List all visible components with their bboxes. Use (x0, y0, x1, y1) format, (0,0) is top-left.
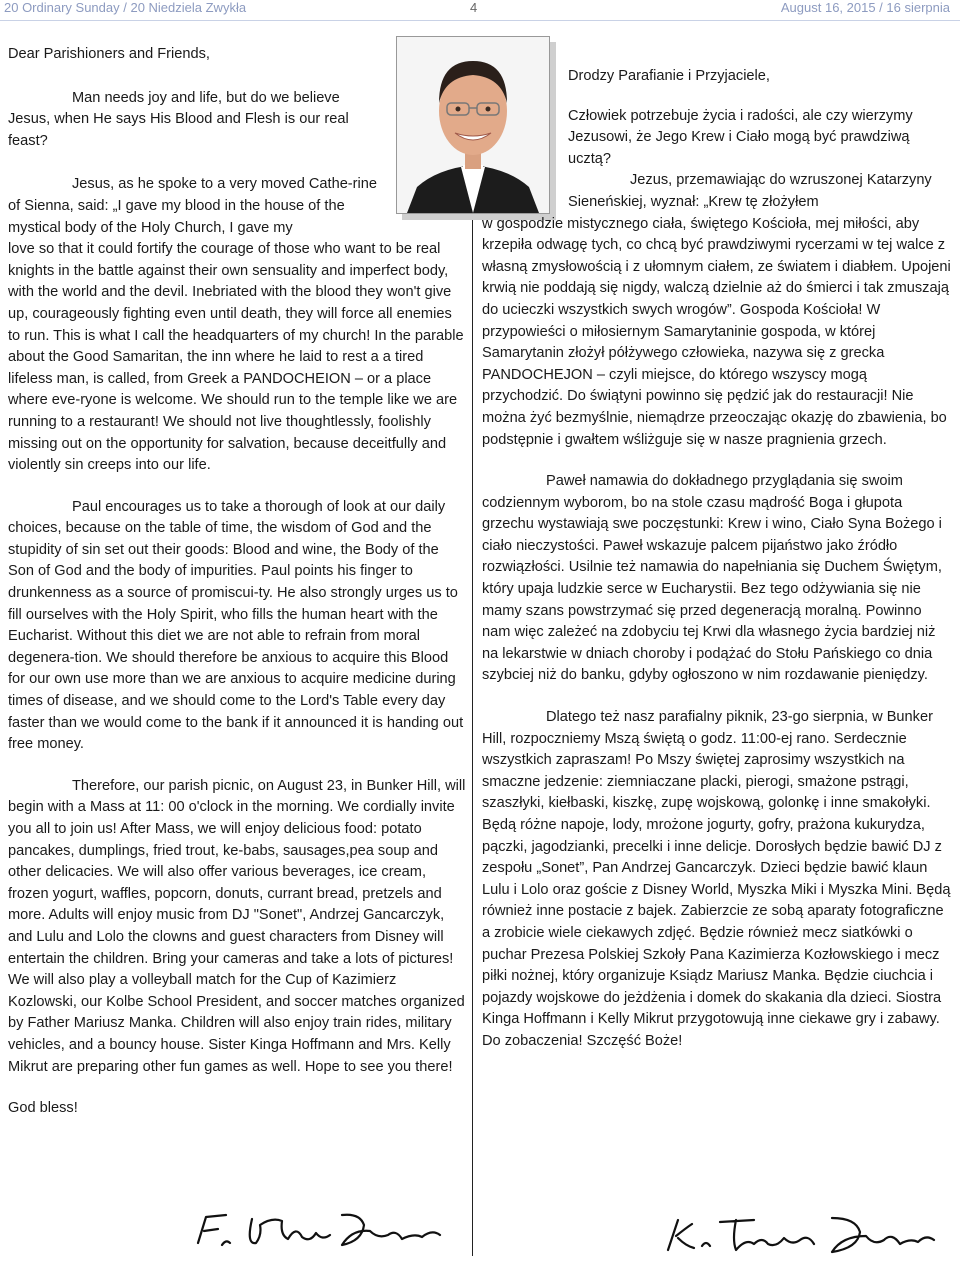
english-signature-image (192, 1205, 448, 1253)
english-paragraph-1: Man needs joy and life, but do we believe Jesus, when He says His Blood and Flesh is our real feast? (8, 89, 349, 149)
polish-paragraph-1: Człowiek potrzebuje życia i radości, ale czy wierzymy Jezusowi, że Jego Krew i Ciało mogą być prawdziwą ucztą? (568, 107, 913, 167)
english-paragraph-3: Paul encourages us to take a thorough of look at our daily choices, because on the table of time, the wisdom of God and the stupidity of sin set out their goods: Blood and wine, the Body of the Son of God and the body of impurities. Paul points his finger to drunkenness as a source of promiscui-ty. He also strongly urges us to fill ourselves with the Holy Spirit, who fills the human heart with the Eucharist. Without this diet we are not able to refrain from moral degenera-tion. We should therefore be anxious to acquire this Blood for our own use more than we are anxious to acquire medicine during times of disease, and we should come to the Lord's Table every day faster than we would come to the bank if it announced it is handing out free money. (8, 498, 464, 753)
polish-paragraph-2-intro: Jezus, przemawiając do wzruszonej Katarzyny Sieneńskiej, wyznał: „Krew tę złożyłem (568, 172, 932, 210)
polish-signature-image (662, 1210, 942, 1260)
english-greeting: Dear Parishioners and Friends, (8, 46, 210, 62)
page-number: 4 (470, 0, 478, 15)
header-date: August 16, 2015 / 16 sierpnia (780, 0, 950, 15)
english-closing: God bless! (8, 1100, 78, 1117)
polish-signature (662, 1210, 942, 1260)
english-paragraph-2-intro: Jesus, as he spoke to a very moved Cathe-rine of Sienna, said: „I gave my blood in the house of the mystical body of the Holy Church, I gave my (8, 176, 378, 236)
polish-letter (482, 66, 952, 1053)
polish-greeting: Drodzy Parafianie i Przyjaciele, (568, 68, 770, 84)
english-signature (192, 1205, 448, 1253)
column-divider (472, 36, 473, 1256)
polish-paragraph-3: Paweł namawia do dokładnego przyglądania się swoim codziennym wyborom, bo na stole czasu mądrość Boga i głupota grzechu wystawiają swe poczęstunki: Krew i wino, Ciało Syna Bożego i ciało nieczystości. Paweł wskazuje palcem pijaństwo jako źródło rozwiązłości. Usilnie też namawia do napełniania się Duchem Świętym, który upaja ludzkie serce w Eucharystii. Bez tego odżywiania się nie mamy szans powstrzymać się przed degeneracją moralną. Powinno nam więc zależeć na zdobyciu tej Krwi dla własnego życia bardziej niż na lekarstwie w dniach choroby i podążać do Stołu Pańskiego co dnia szybciej niż do banku, gdyby ogłoszono w nim rozdawanie pieniędzy. (482, 473, 942, 684)
english-paragraph-4: Therefore, our parish picnic, on August 23, in Bunker Hill, will begin with a Mass at 11: 00 o'clock in the morning. We cordially invite you all to join us! After Mass, we will enjoy delicious food: potato pancakes, dumplings, fried trout, ke-babs, sausages,pea soup and other delicacies. We will also offer various beverages, ice cream, frozen yogurt, waffles, popcorn, donuts, currant bread, pretzels and more. Adults will enjoy music from DJ "Sonet", Andrzej Gancarczyk, and Lulu and Lolo the clowns and guest characters from Disney will entertain the children. Bring your cameras and take a lots of pictures! We will also play a volleyball match for the Cup of Kazimierz Kozlowski, our Kolbe School President, and soccer matches organized by Father Mariusz Manka. Children will also enjoy train rides, military vehicles, and a bouncy house. Sister Kinga Hoffmann and Mrs. Kelly Mikrut are preparing other fun games as well. Hope to see you there! (8, 777, 466, 1075)
english-paragraph-2: love so that it could fortify the courage of those who want to be real knights in the battle against their own sensuality and imperfect body, with the world and the devil. Inebriated with the blood they won't give up, courageously fighting even until death, they will force all enemies to run. This is what I call the headquarters of my church! In the parable about the Good Samaritan, the inn where he laid to rest a a tired lifeless man, is called, from Greek a PANDOCHEION – or a place where eve-ryone is welcome. We should run to the temple like we are running to a restaurant! We should not live thoughtlessly, foolishly missing out on the opportunity for salvation, because deceitfully and violently sin creeps into our life. (8, 241, 464, 474)
header-liturgical-day: 20 Ordinary Sunday / 20 Niedziela Zwykła (4, 0, 247, 15)
page-header (0, 0, 960, 21)
polish-paragraph-4: Dlatego też nasz parafialny piknik, 23-go sierpnia, w Bunker Hill, rozpoczniemy Mszą świętą o godz. 11:00-ej rano. Serdecznie wszystkich zapraszam! Po Mszy świętej zaprosimy wszystkich na smaczne jedzenie: ziemniaczane placki, pierogi, smażone pstrągi, szaszłyki, kiełbaski, kiszkę, zupę wojskową, golonkę i inne smakołyki. Będą różne napoje, lody, mrożone jogurty, gofry, prażona kukurydza, pączki, jagodzianki, precelki i inne delicje. Dorosłych będzie bawić DJ z zespołu „Sonet”, Pan Andrzej Gancarczyk. Dzieci będzie bawić klaun Lulu i Lolo oraz goście z Disney World, Myszka Miki i Myszka Mini. Będą również inne postacie z bajek. Zabierzcie ze sobą aparaty fotograficzne a zrobicie wiele ciekawych zdjęć. Będzie również mecz siatkówki o puchar Prezesa Polskiej Szkoły Pana Kazimierza Kozłowskiego i mecz piłki nożnej, który organizuje Ksiądz Mariusz Manka. Będzie ciuchcia i pojazdy wojskowe do jeżdżenia i domek do skakania dla dzieci. Siostra Kinga Hoffmann i Kelly Mikrut przygotowują inne ciekawe gry i zabawy. Do zobaczenia! Szczęść Boże! (482, 709, 951, 1049)
polish-paragraph-2: w gospodzie mistycznego ciała, świętego Kościoła, mej miłości, aby krzepiła odwagę tych, co chcą być prawdziwymi rycerzami w tej walce z własną zmysłowością i z ułomnym ciałem, ze światem i diabłem. Upojeni krwią nie poddają się nigdy, walczą dzielnie aż do śmierci i tak zmuszają do ucieczki wszystkich swych wrogów”. Gospoda Kościoła! W przypowieści o miłosiernym Samarytaninie gospoda, w której Samarytanin złożył półżywego człowieka, nazywa się z grecka PANDOCHEJON – czyli miejsce, do którego wszyscy mogą przychodzić. Do świątyni powinno się pędzić jak do restauracji! Nie można żyć bezmyślnie, niemądrze przeoczając okazję do zbawienia, bo podstępnie i gwałtem wśliżguje się w nasze pragnienia grzech. (482, 215, 951, 448)
